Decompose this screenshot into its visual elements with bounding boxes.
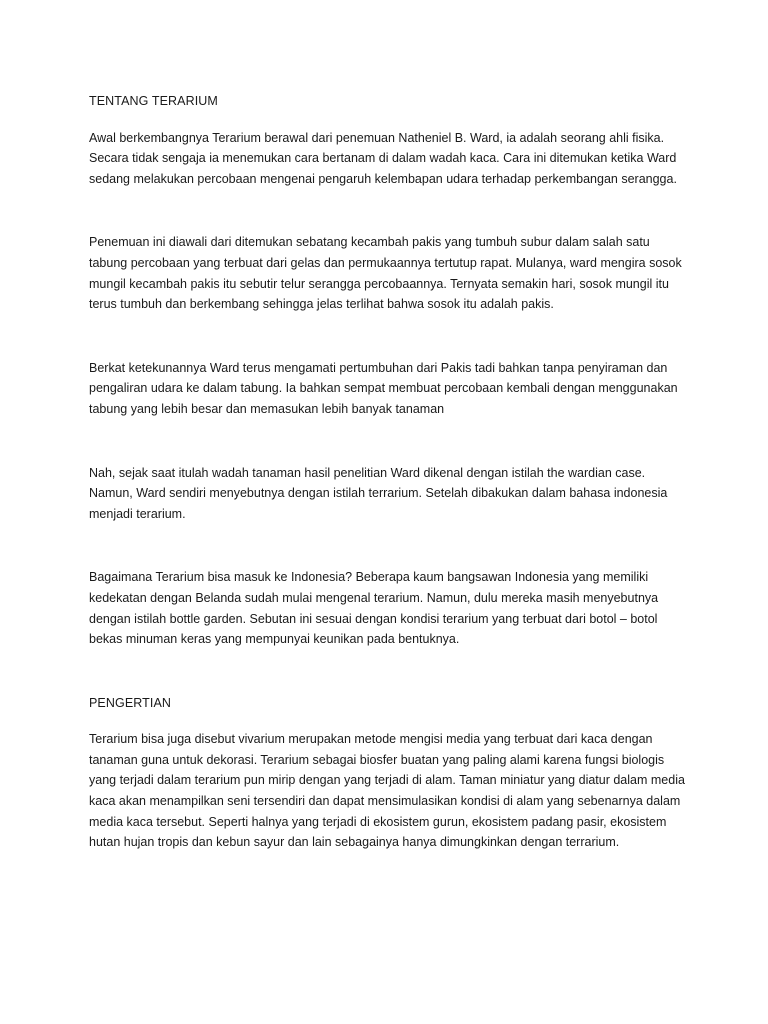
paragraph-5: Bagaimana Terarium bisa masuk ke Indonesia? Beberapa kaum bangsawan Indonesia yang memiliki kedekatan dengan Belanda sudah mulai mengenal terarium. Namun, dulu mereka masih menyebutnya dengan istilah bottle garden. Sebutan ini sesuai dengan kondisi terarium yang terbuat dari botol – botol bekas minuman keras yang mempunyai keunikan pada bentuknya.: [89, 570, 659, 647]
paragraph-spacer: [89, 189, 689, 232]
paragraph-2: Penemuan ini diawali dari ditemukan sebatang kecambah pakis yang tumbuh subur dalam salah satu tabung percobaan yang terbuat dari gelas dan permukaannya tertutup rapat. Mulanya, ward mengira sosok mungil kecambah pakis itu sebutir telur serangga percobaannya. Ternyata semakin hari, sosok mungil itu terus tumbuh dan berkembang sehingga jelas terlihat bahwa sosok itu adalah pakis.: [89, 235, 682, 312]
section-heading-tentang-terarium: TENTANG TERARIUM: [89, 94, 218, 108]
paragraph-1: Awal berkembangnya Terarium berawal dari penemuan Natheniel B. Ward, ia adalah seorang ahli fisika. Secara tidak sengaja ia menemukan cara bertanam di dalam wadah kaca. Cara ini ditemukan ketika Ward sedang melakukan percobaan mengenai pengaruh kelembapan udara terhadap perkembangan serangga.: [89, 130, 677, 186]
paragraph-3: Berkat ketekunannya Ward terus mengamati pertumbuhan dari Pakis tadi bahkan tanpa penyiraman dan pengaliran udara ke dalam tabung. Ia bahkan sempat membuat percobaan kembali dengan menggunakan tabung yang lebih besar dan memasukan lebih banyak tanaman: [89, 360, 678, 416]
paragraph-spacer: [89, 420, 689, 463]
section-spacer: [89, 650, 689, 693]
paragraph-spacer: [89, 524, 689, 567]
paragraph-spacer: [89, 315, 689, 358]
section-heading-pengertian: PENGERTIAN: [89, 695, 172, 710]
document-page: [89, 91, 689, 853]
paragraph-4: Nah, sejak saat itulah wadah tanaman hasil penelitian Ward dikenal dengan istilah the wardian case. Namun, Ward sendiri menyebutnya dengan istilah terrarium. Setelah dibakukan dalam bahasa indonesia menjadi terarium.: [89, 465, 668, 521]
paragraph-6: Terarium bisa juga disebut vivarium merupakan metode mengisi media yang terbuat dari kaca dengan tanaman guna untuk dekorasi. Terarium sebagai biosfer buatan yang paling alami karena fungsi biologis yang terjadi dalam terarium pun mirip dengan yang terjadi di alam. Taman miniatur yang diatur dalam media kaca akan menampilkan seni tersendiri dan dapat mensimulasikan kondisi di alam yang sebenarnya dalam media kaca tersebut. Seperti halnya yang terjadi di ekosistem gurun, ekosistem padang pasir, ekosistem hutan hujan tropis dan kebun sayur dan lain sebagainya hanya dimungkinkan dengan terrarium.: [89, 732, 685, 850]
